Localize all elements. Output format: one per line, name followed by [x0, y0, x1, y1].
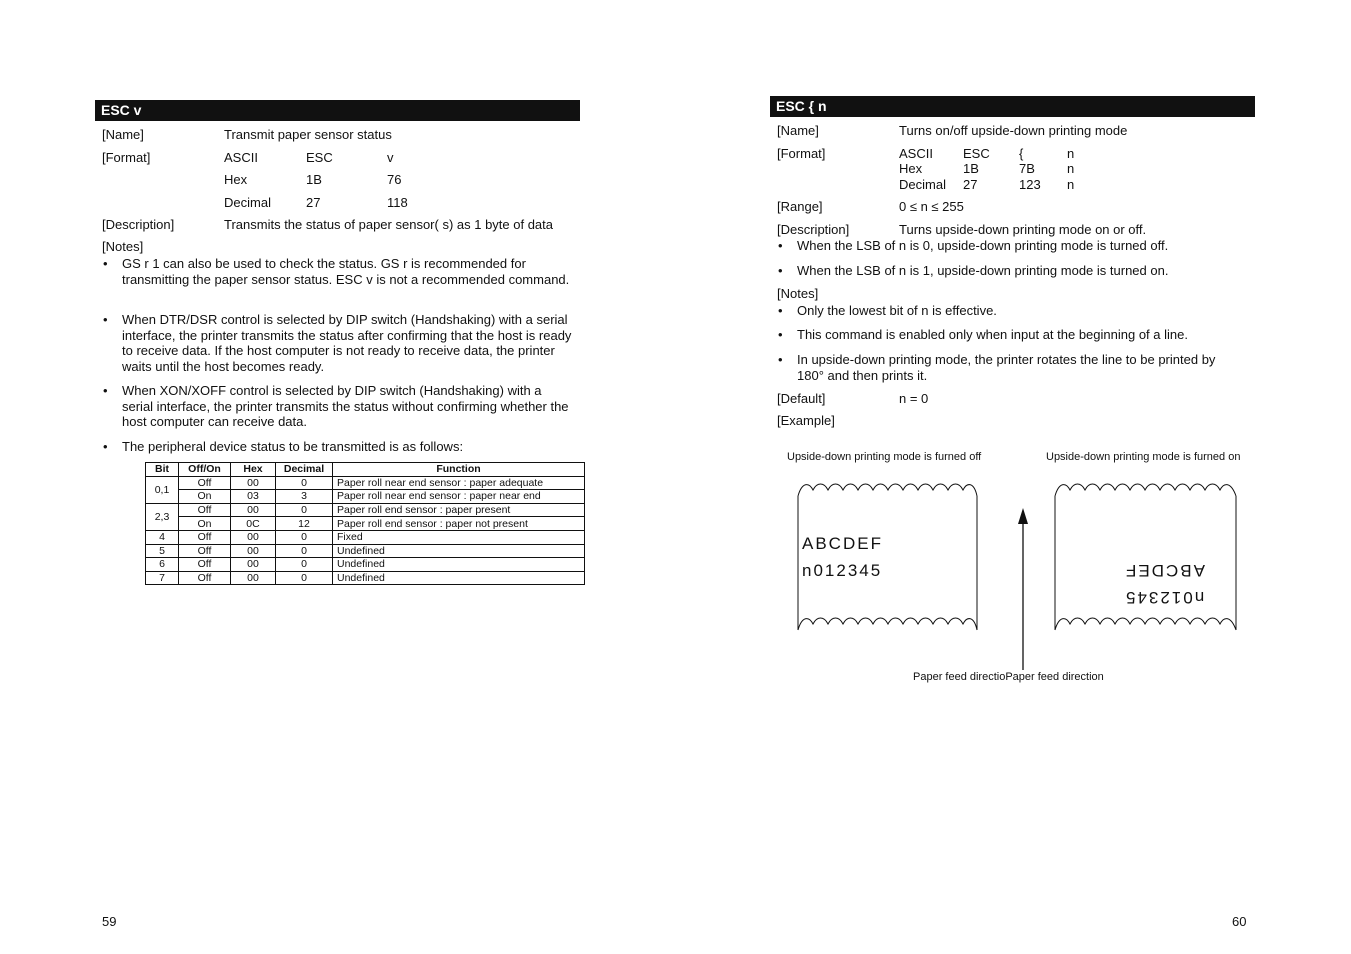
format-decimal: Decimal [899, 177, 946, 192]
caption-mode-on: Upside-down printing mode is furned on [1046, 451, 1241, 463]
name-label: [Name] [102, 127, 144, 142]
bit-cell: 5 [146, 544, 179, 558]
table-row [146, 558, 585, 572]
default-label: [Default] [777, 391, 826, 406]
format-ascii: ASCII [899, 146, 933, 161]
hex-cell: 03 [231, 490, 276, 504]
offon-cell: On [179, 517, 231, 531]
hex-cell: 00 [231, 558, 276, 572]
feed-direction-label: Paper feed directioPaper feed direction [913, 671, 1104, 683]
description-value: Turns upside-down printing mode on or off. [899, 222, 1147, 237]
printed-line-2: n012345 [802, 561, 883, 580]
notes-label: [Notes] [777, 286, 819, 301]
example-label: [Example] [777, 413, 835, 428]
name-label: [Name] [777, 123, 819, 138]
page-number-left: 59 [102, 914, 117, 929]
format-label: [Format] [777, 146, 826, 161]
paper-bottom-wave [798, 618, 977, 630]
bullet-icon: • [778, 327, 783, 342]
bullet-icon: • [103, 383, 108, 398]
name-value: Transmit paper sensor status [224, 127, 392, 142]
table-row [146, 476, 585, 490]
paper-top-wave [798, 484, 977, 496]
format-ascii-2: v [387, 150, 394, 165]
notes-label: [Notes] [102, 239, 144, 254]
decimal-cell: 12 [276, 517, 333, 531]
note-item: This command is enabled only when input at the beginning of a line. [797, 327, 1188, 342]
bullet-icon: • [103, 312, 108, 327]
column-header: Hex [231, 463, 276, 477]
format-hex: Hex [224, 172, 248, 187]
status-table [145, 462, 585, 585]
table-row [146, 530, 585, 544]
column-header: Off/On [179, 463, 231, 477]
column-header: Function [333, 463, 585, 477]
description-value: Transmits the status of paper sensor( s) as 1 byte of data [224, 217, 554, 232]
page-number-right: 60 [1232, 914, 1247, 929]
description-item: When the LSB of n is 0, upside-down printing mode is turned off. [797, 238, 1169, 253]
hex-cell: 00 [231, 503, 276, 517]
function-cell: Undefined [333, 571, 585, 585]
decimal-cell: 0 [276, 476, 333, 490]
feed-direction-arrow-icon [1015, 508, 1031, 670]
decimal-cell: 0 [276, 503, 333, 517]
function-cell: Undefined [333, 558, 585, 572]
format-decimal-2: 123 [1019, 177, 1041, 192]
offon-cell: Off [179, 558, 231, 572]
format-ascii-3: n [1067, 146, 1075, 161]
format-label: [Format] [102, 150, 151, 165]
note-item: Only the lowest bit of n is effective. [797, 303, 997, 318]
note-item: When DTR/DSR control is selected by DIP switch (Handshaking) with a serial interface, the printer transmits the status after confirming that the host is ready to receive data. If the host computer is not ready to receive data, the printer waits until the host becomes ready. [122, 312, 572, 374]
offon-cell: Off [179, 476, 231, 490]
hex-cell: 00 [231, 571, 276, 585]
hex-cell: 00 [231, 476, 276, 490]
column-header: Decimal [276, 463, 333, 477]
offon-cell: Off [179, 544, 231, 558]
command-header-esc-v: ESC v [95, 100, 580, 121]
format-decimal-2: 118 [387, 195, 408, 210]
decimal-cell: 0 [276, 571, 333, 585]
format-decimal-1: 27 [306, 195, 321, 210]
format-decimal: Decimal [224, 195, 271, 210]
format-ascii-2: { [1019, 146, 1024, 161]
name-value: Turns on/off upside-down printing mode [899, 123, 1128, 138]
hex-cell: 00 [231, 530, 276, 544]
function-cell: Paper roll near end sensor : paper near end [333, 490, 585, 504]
default-value: n = 0 [899, 391, 929, 406]
range-label: [Range] [777, 199, 823, 214]
bit-cell: 4 [146, 530, 179, 544]
table-row [146, 490, 585, 504]
bit-cell: 7 [146, 571, 179, 585]
column-header: Bit [146, 463, 179, 477]
caption-mode-off: Upside-down printing mode is furned off [787, 451, 982, 463]
bullet-icon: • [778, 238, 783, 253]
table-row [146, 571, 585, 585]
bullet-icon: • [103, 439, 108, 454]
description-item: When the LSB of n is 1, upside-down printing mode is turned on. [797, 263, 1169, 278]
table-row [146, 544, 585, 558]
format-hex-2: 7B [1019, 161, 1035, 176]
paper-top-wave [1055, 484, 1236, 496]
function-cell: Paper roll end sensor : paper present [333, 503, 585, 517]
decimal-cell: 0 [276, 558, 333, 572]
offon-cell: Off [179, 503, 231, 517]
function-cell: Fixed [333, 530, 585, 544]
table-row [146, 503, 585, 517]
bullet-icon: • [778, 263, 783, 278]
decimal-cell: 3 [276, 490, 333, 504]
format-hex-1: 1B [306, 172, 322, 187]
note-item: GS r 1 can also be used to check the status. GS r is recommended for transmitting the paper sensor status. ESC v is not a recommended command. [122, 256, 570, 287]
command-header-esc-brace-n: ESC { n [770, 96, 1255, 117]
hex-cell: 00 [231, 544, 276, 558]
format-ascii-1: ESC [963, 146, 990, 161]
bullet-icon: • [103, 256, 108, 271]
decimal-cell: 0 [276, 530, 333, 544]
printed-line-1-upside-down: ABCDEF [1124, 561, 1205, 580]
paper-bottom-wave [1055, 618, 1236, 630]
note-item: The peripheral device status to be transmitted is as follows: [122, 439, 464, 454]
format-hex: Hex [899, 161, 923, 176]
format-hex-1: 1B [963, 161, 979, 176]
table-row [146, 517, 585, 531]
format-decimal-3: n [1067, 177, 1075, 192]
description-label: [Description] [102, 217, 175, 232]
paper-normal-illustration [795, 478, 981, 642]
printed-line-1: ABCDEF [802, 534, 883, 553]
bullet-icon: • [778, 352, 783, 367]
description-label: [Description] [777, 222, 850, 237]
bit-cell: 6 [146, 558, 179, 572]
bullet-icon: • [778, 303, 783, 318]
hex-cell: 0C [231, 517, 276, 531]
format-hex-3: n [1067, 161, 1075, 176]
format-hex-2: 76 [387, 172, 402, 187]
table-header-row [146, 463, 585, 477]
function-cell: Paper roll near end sensor : paper adequate [333, 476, 585, 490]
printed-line-2-upside-down: n012345 [1124, 588, 1205, 607]
note-item: In upside-down printing mode, the printer rotates the line to be printed by 180° and then prints it. [797, 352, 1216, 383]
decimal-cell: 0 [276, 544, 333, 558]
offon-cell: On [179, 490, 231, 504]
bit-cell: 2,3 [146, 503, 179, 530]
bit-cell: 0,1 [146, 476, 179, 503]
function-cell: Paper roll end sensor : paper not present [333, 517, 585, 531]
range-value: 0 ≤ n ≤ 255 [899, 199, 964, 214]
offon-cell: Off [179, 530, 231, 544]
offon-cell: Off [179, 571, 231, 585]
format-decimal-1: 27 [963, 177, 978, 192]
function-cell: Undefined [333, 544, 585, 558]
format-ascii-1: ESC [306, 150, 333, 165]
note-item: When XON/XOFF control is selected by DIP switch (Handshaking) with a serial interface, the printer transmits the status without confirming whether the host computer can receive data. [122, 383, 569, 430]
format-ascii: ASCII [224, 150, 258, 165]
